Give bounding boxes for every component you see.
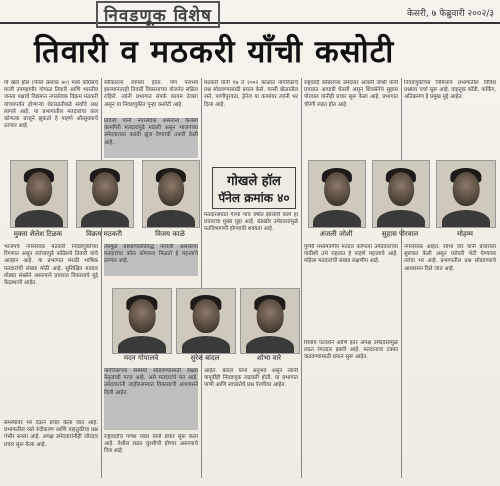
column-2-bottom-highlight: नागरिकांच्या समस्या सोडवण्यासाठी सक्षम नेतृत्वाची गरज आहे, असे मतदारांचे मत आहे. उमेदवारांनी जाहीरनाम्यात विकासाची आश्वासने दिली आहेत. [104, 368, 198, 430]
section-title-box [96, 1, 220, 28]
panel-line-2: पॅनेल क्रमांक ४० [218, 191, 290, 205]
column-rule [101, 78, 102, 478]
column-5-bottom: राष्ट्रवादीचे गणेश पवार यांनी प्रचार सुरू केला आहे. येथील लढत चुरशीची होणार असल्याचे चित्र आहे. [104, 434, 198, 455]
caption-9: शोभा वारे [256, 354, 282, 362]
photo-candidate-7 [112, 288, 172, 354]
column-3-bottom: आहेत. बांदल यांना अनुभव असून त्यांनी यापूर्वीही निवडणूक लढवली होती. या प्रभागात पाणी आणि स्वच्छतेचे प्रश्न ऐरणीवर आहेत. [204, 368, 298, 389]
photo-candidate-5 [372, 160, 430, 228]
column-1-middle: भाजपचे नगरसेवक मठकरी निवडणुकीच्या रिंगणात असून त्यांच्यापुढे कॉंग्रेसचे तिवारी यांचे आव्हान आहे. या प्रभागात मराठी भाषिक मतदारांची संख्या मोठी आहे. सुशिक्षित मतदार मोठ्या संख्येने असल्याने प्रचारात विकासाचे मुद्दे केंद्रस्थानी आहेत. [4, 244, 98, 287]
caption-7: मदन गोपालवे [123, 354, 159, 362]
column-2-middle-highlight: त्यामुळे प्रस्थापितांविरुद्ध नाराजी असलेल्या मतदारांचा कौल कोणाला मिळतो हे महत्त्वाचे ठरणार आहे. [104, 244, 198, 276]
column-1-top: गो खले हॉल (पॅनेल क्रमांक ४०) मध्ये कॉंग्रेसचे माजी उपमहापौर गोपाळ तिवारी आणि भारतीय जनता पक्षाचे विद्यमान नगरसेवक विक्रम मठकरी यांच्यापर्यंत होणाऱ्या थेटलढतीकडे सर्वांचे लक्ष लागले आहे. या प्रभागातील मतदारांचा कल कोणत्या बाजूने झुकतो हे पाहणे औत्सुक्याचे ठरणार आहे. [4, 80, 98, 130]
panel-line-1: गोखले हॉल [227, 174, 281, 189]
photo-candidate-4 [308, 160, 366, 228]
photo-candidate-6 [436, 160, 496, 228]
caption-2: विक्रम मठकरी [86, 230, 122, 238]
caption-5: सुहास पोरवाल [381, 230, 419, 238]
column-3-middle: मतदारसंघात गेल्या पाच वर्षांत झालेली कामे हा प्रचाराचा मुख्य मुद्दा आहे. बंडखोर उमेदवारांमुळे मतविभागणी होण्याची शक्यता आहे. [204, 212, 298, 233]
section-title-text: निवडणूक विशेष [104, 6, 212, 26]
column-rule [301, 78, 302, 478]
photo-candidate-1 [10, 160, 68, 228]
column-3-top: मठकरी यांनी १७ ते २००२ काळात नागरिकांचे प्रश्न सोडवण्यासाठी प्रयत्न केले. गल्ली बोळातील रस्ते, पाणीपुरवठा, ड्रेनेज या कामांवर त्यांनी भर दिला आहे. [204, 80, 298, 108]
caption-3: विजय काळे [155, 230, 185, 238]
caption-6: मोहम्म [457, 230, 473, 238]
photo-candidate-9 [240, 288, 300, 354]
caption-4: अंजली जोशी [319, 230, 353, 238]
photo-candidate-3 [142, 160, 200, 228]
caption-8: सुरेश बांदल [190, 354, 220, 362]
panel-box [212, 167, 296, 209]
column-1-bottom: समस्यांवर भर देऊन प्रचार केला जात आहे. प्रभागातील रस्ते रुंदीकरण आणि वाहतुकीचा प्रश्न गंभीर बनला आहे. अपक्ष उमेदवारांनीही जोरदार प्रचार सुरू केला आहे. [4, 420, 98, 448]
column-5-top: निवडणुकीच्या निमित्ताने प्रभागातील विविध प्रश्नांवर चर्चा सुरू आहे. वाहतूक कोंडी, पार्किंग, अतिक्रमण हे प्रमुख मुद्दे आहेत. [404, 80, 496, 101]
photo-candidate-8 [176, 288, 236, 354]
column-2-highlight: तिवारी यांनी नगरसेवक असताना केलेली कामगिरी मतदारांपुढे मांडली असून भाजपच्या उमेदवाराला कडवी झुंज देण्याची तयारी केली आहे. [104, 118, 198, 158]
section-title [96, 1, 224, 28]
column-4-bottom: शिवाय पटवर्धन आणि इतर अपक्ष उमेदवारांमुळे लढत रंगतदार झाली आहे. मतदानाचा टक्का वाढवण्यासाठी प्रयत्न सुरू आहेत. [304, 340, 398, 361]
column-rule [201, 78, 202, 478]
photo-candidate-2 [76, 160, 134, 228]
dateline: केसरी, ७ फेब्रुवारी २००२/३ [407, 9, 494, 19]
masthead [0, 0, 500, 24]
column-5-middle: नगरसेवक आहेत. सोभा वारे यांनी प्रचाराला सुरुवात केली असून घरोघरी भेटी घेण्यावर त्यांचा भर आहे. प्रभागातील प्रश्न सोडवण्याचे आश्वासन दिले जात आहे. [404, 244, 496, 272]
caption-1: मुक्ता शैलेश टिळक [13, 230, 63, 238]
column-rule [401, 78, 402, 478]
column-4-top: राष्ट्रवादी कॉंग्रेसच्या उमेदवार अंजली जोशी यांनी प्रचारात आघाडी घेतली असून शिवसेनेचे सुहास पोरवाल यांनीही प्रचार सुरू केला आहे. प्रभागात चौरंगी लढत होत आहे. [304, 80, 398, 108]
column-2-top: स्वीकारला लागला होता. पण पराभव झाल्यानंतरही तिवारी विकासाच्या योजनेत सक्रिय राहिले. त्यांनी प्रभागात संपर्क कायम ठेवला असून या निवडणुकीत पुन्हा कसोटी आहे. [104, 80, 198, 108]
headline: तिवारी व मठकरी याँची कसोटी [34, 34, 395, 70]
column-4-middle: पुणेरी मध्यमवर्गीय मतदार कोणत्या उमेदवाराच्या पाठीशी उभे राहतात हे पाहणे महत्त्वाचे आहे. महिला मतदारांची संख्या लक्षणीय आहे. [304, 244, 398, 265]
